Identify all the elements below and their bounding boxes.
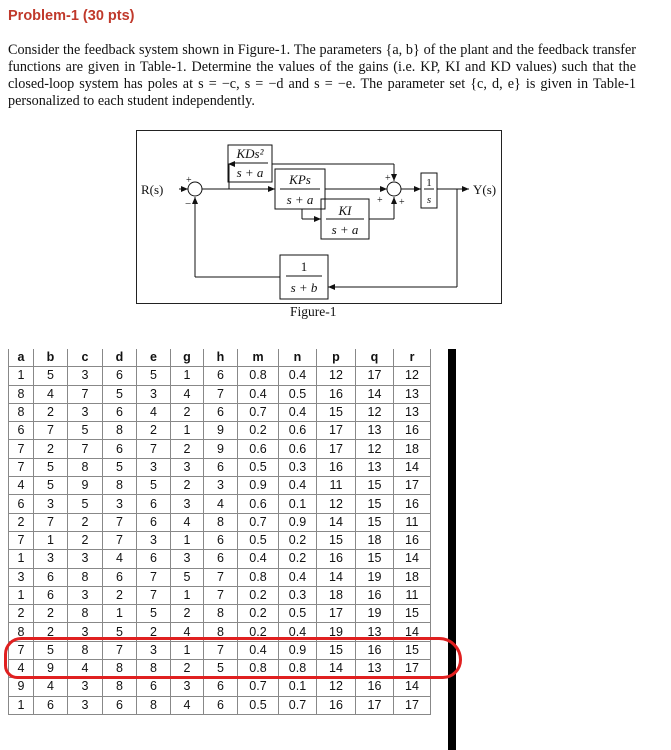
table-cell: 0.3 (279, 586, 317, 604)
table-cell: 8 (68, 641, 103, 659)
table-cell: 0.7 (238, 403, 279, 421)
table-cell: 7 (137, 586, 171, 604)
table-cell: 17 (356, 696, 394, 714)
table-cell: 16 (356, 678, 394, 696)
table-row (9, 586, 431, 604)
column-header-h: h (204, 349, 238, 367)
table-row (9, 605, 431, 623)
table-cell: 8 (137, 660, 171, 678)
table-cell: 4 (34, 678, 68, 696)
table-cell: 0.4 (238, 550, 279, 568)
table-cell: 8 (68, 568, 103, 586)
table-cell: 14 (394, 623, 431, 641)
row-highlight-circle (4, 637, 462, 679)
table-cell: 4 (171, 513, 204, 531)
table-cell: 9 (34, 660, 68, 678)
input-label: R(s) (141, 182, 164, 197)
table-cell: 9 (68, 477, 103, 495)
table-cell: 6 (204, 367, 238, 385)
table-cell: 0.6 (238, 440, 279, 458)
table-header-row (9, 349, 431, 367)
column-header-r: r (394, 349, 431, 367)
table-cell: 2 (171, 403, 204, 421)
table-cell: 0.9 (238, 477, 279, 495)
table-cell: 0.7 (238, 513, 279, 531)
table-cell: 15 (356, 477, 394, 495)
table-cell: 3 (204, 477, 238, 495)
table-cell: 3 (171, 495, 204, 513)
table-cell: 6 (137, 495, 171, 513)
table-cell: 2 (171, 440, 204, 458)
table-cell: 17 (394, 660, 431, 678)
table-cell: 2 (171, 605, 204, 623)
table-cell: 0.4 (279, 623, 317, 641)
table-row (9, 531, 431, 549)
table-cell: 0.8 (279, 660, 317, 678)
table-cell: 13 (356, 623, 394, 641)
table-cell: 0.3 (279, 458, 317, 476)
table-cell: 2 (9, 605, 34, 623)
table-cell: 7 (34, 422, 68, 440)
table-cell: 6 (204, 678, 238, 696)
table-cell: 2 (34, 440, 68, 458)
table-cell: 18 (356, 531, 394, 549)
table-cell: 3 (137, 641, 171, 659)
table-cell: 0.2 (238, 605, 279, 623)
table-cell: 4 (9, 477, 34, 495)
table-cell: 8 (204, 605, 238, 623)
table-cell: 8 (9, 623, 34, 641)
column-header-d: d (103, 349, 137, 367)
table-cell: 2 (68, 513, 103, 531)
table-cell: 0.4 (238, 641, 279, 659)
table-cell: 3 (68, 367, 103, 385)
table-cell: 6 (103, 568, 137, 586)
table-cell: 7 (103, 513, 137, 531)
table-cell: 2 (68, 531, 103, 549)
table-cell: 17 (394, 696, 431, 714)
table-cell: 7 (204, 641, 238, 659)
table-cell: 6 (9, 422, 34, 440)
table-cell: 1 (103, 605, 137, 623)
table-cell: 7 (204, 586, 238, 604)
table-cell: 14 (394, 550, 431, 568)
table-cell: 7 (68, 385, 103, 403)
table-cell: 19 (356, 605, 394, 623)
table-cell: 0.2 (238, 422, 279, 440)
table-cell: 3 (68, 678, 103, 696)
table-cell: 5 (103, 458, 137, 476)
table-cell: 3 (171, 550, 204, 568)
table-cell: 3 (68, 550, 103, 568)
table-cell: 14 (394, 678, 431, 696)
table-cell: 0.4 (279, 477, 317, 495)
table-cell: 0.9 (279, 513, 317, 531)
table-cell: 1 (9, 586, 34, 604)
table-cell: 1 (171, 586, 204, 604)
block-diagram-svg (137, 131, 501, 303)
table-cell: 4 (9, 660, 34, 678)
table-cell: 14 (394, 458, 431, 476)
column-header-n: n (279, 349, 317, 367)
table-cell: 6 (204, 550, 238, 568)
table-cell: 3 (137, 531, 171, 549)
table-cell: 0.1 (279, 495, 317, 513)
table-cell: 16 (317, 385, 356, 403)
table-cell: 6 (204, 696, 238, 714)
table-cell: 12 (356, 403, 394, 421)
table-cell: 15 (394, 605, 431, 623)
table-cell: 15 (356, 513, 394, 531)
table-cell: 3 (137, 385, 171, 403)
table-cell: 2 (171, 660, 204, 678)
table-row (9, 678, 431, 696)
table-cell: 6 (103, 696, 137, 714)
table-cell: 0.4 (279, 367, 317, 385)
table-cell: 15 (394, 641, 431, 659)
table-cell: 1 (171, 422, 204, 440)
table-cell: 0.8 (238, 367, 279, 385)
kd-denominator: s + a (236, 165, 264, 180)
table-cell: 6 (34, 696, 68, 714)
table-cell: 7 (34, 513, 68, 531)
table-cell: 16 (317, 458, 356, 476)
table-cell: 1 (171, 641, 204, 659)
table-cell: 9 (204, 440, 238, 458)
table-cell: 3 (171, 678, 204, 696)
table-cell: 5 (34, 458, 68, 476)
table-right-edge-bar (448, 349, 456, 750)
table-cell: 8 (103, 678, 137, 696)
table-cell: 0.8 (238, 660, 279, 678)
table-cell: 5 (137, 605, 171, 623)
table-cell: 0.2 (238, 623, 279, 641)
table-cell: 2 (34, 605, 68, 623)
table-cell: 7 (137, 440, 171, 458)
column-header-p: p (317, 349, 356, 367)
table-row (9, 477, 431, 495)
table-cell: 0.5 (238, 531, 279, 549)
table-row (9, 696, 431, 714)
table-cell: 2 (103, 586, 137, 604)
table-cell: 16 (394, 422, 431, 440)
table-cell: 17 (317, 440, 356, 458)
table-cell: 2 (9, 513, 34, 531)
block-diagram (136, 130, 502, 304)
table-cell: 7 (9, 531, 34, 549)
sum2-plus-top: + (385, 173, 391, 184)
table-cell: 8 (9, 403, 34, 421)
table-cell: 6 (34, 568, 68, 586)
table-cell: 8 (103, 660, 137, 678)
table-cell: 6 (137, 550, 171, 568)
table-cell: 6 (137, 513, 171, 531)
integrator-denominator: s (426, 194, 432, 206)
table-cell: 4 (171, 385, 204, 403)
table-cell: 3 (68, 403, 103, 421)
table-cell: 18 (317, 586, 356, 604)
table-cell: 1 (34, 531, 68, 549)
table-cell: 1 (9, 367, 34, 385)
table-cell: 0.7 (238, 678, 279, 696)
table-cell: 0.5 (279, 605, 317, 623)
table-cell: 17 (356, 367, 394, 385)
table-cell: 4 (171, 623, 204, 641)
table-cell: 14 (317, 660, 356, 678)
table-cell: 5 (103, 385, 137, 403)
column-header-g: g (171, 349, 204, 367)
table-cell: 5 (34, 477, 68, 495)
feedback-numerator: 1 (300, 259, 308, 274)
sum1-plus: + (186, 175, 192, 186)
table-cell: 5 (34, 367, 68, 385)
table-cell: 8 (103, 477, 137, 495)
table-cell: 4 (34, 385, 68, 403)
table-cell: 11 (317, 477, 356, 495)
table-cell: 16 (394, 495, 431, 513)
table-cell: 2 (34, 623, 68, 641)
table-cell: 14 (317, 568, 356, 586)
table-cell: 17 (317, 422, 356, 440)
table-cell: 18 (394, 568, 431, 586)
sum2-plus-left: + (377, 195, 383, 206)
table-cell: 5 (204, 660, 238, 678)
table-cell: 18 (394, 440, 431, 458)
sum1-minus: − (185, 198, 192, 210)
table-cell: 3 (68, 586, 103, 604)
table-cell: 16 (356, 641, 394, 659)
column-header-m: m (238, 349, 279, 367)
table-cell: 6 (204, 458, 238, 476)
table-cell: 1 (171, 531, 204, 549)
table-cell: 5 (68, 495, 103, 513)
table-cell: 1 (171, 367, 204, 385)
table-cell: 13 (356, 422, 394, 440)
table-cell: 0.6 (238, 495, 279, 513)
table-cell: 6 (103, 440, 137, 458)
table-cell: 2 (171, 477, 204, 495)
table-cell: 16 (317, 550, 356, 568)
table-cell: 8 (204, 623, 238, 641)
table-cell: 15 (317, 641, 356, 659)
table-cell: 17 (317, 605, 356, 623)
table-cell: 15 (356, 495, 394, 513)
table-row (9, 367, 431, 385)
table-cell: 11 (394, 513, 431, 531)
table-cell: 13 (394, 403, 431, 421)
table-cell: 12 (317, 495, 356, 513)
table-cell: 7 (9, 458, 34, 476)
table-cell: 3 (34, 495, 68, 513)
table-row (9, 422, 431, 440)
table-cell: 0.9 (279, 641, 317, 659)
table-cell: 9 (9, 678, 34, 696)
table-cell: 6 (34, 586, 68, 604)
ki-numerator: KI (338, 203, 352, 218)
table-cell: 5 (137, 477, 171, 495)
table-cell: 2 (137, 422, 171, 440)
column-header-c: c (68, 349, 103, 367)
table-cell: 14 (317, 513, 356, 531)
table-cell: 1 (9, 550, 34, 568)
table-cell: 3 (171, 458, 204, 476)
table-cell: 11 (394, 586, 431, 604)
table-cell: 12 (394, 367, 431, 385)
table-cell: 12 (317, 678, 356, 696)
table-cell: 0.2 (279, 550, 317, 568)
column-header-q: q (356, 349, 394, 367)
table-cell: 13 (356, 458, 394, 476)
table-cell: 0.2 (279, 531, 317, 549)
table-cell: 7 (137, 568, 171, 586)
table-cell: 0.7 (279, 696, 317, 714)
table-cell: 5 (34, 641, 68, 659)
column-header-a: a (9, 349, 34, 367)
table-cell: 0.6 (279, 422, 317, 440)
table-cell: 6 (103, 367, 137, 385)
table-cell: 0.5 (238, 458, 279, 476)
table-cell: 3 (103, 495, 137, 513)
table-cell: 8 (68, 605, 103, 623)
table-cell: 4 (204, 495, 238, 513)
table-cell: 16 (317, 696, 356, 714)
table-cell: 6 (204, 403, 238, 421)
table-cell: 12 (356, 440, 394, 458)
table-cell: 2 (34, 403, 68, 421)
table-cell: 19 (317, 623, 356, 641)
table-cell: 15 (356, 550, 394, 568)
table-cell: 15 (317, 403, 356, 421)
table-cell: 8 (9, 385, 34, 403)
integrator-numerator: 1 (426, 177, 432, 189)
table-row (9, 440, 431, 458)
table-cell: 6 (9, 495, 34, 513)
problem-title: Problem-1 (30 pts) (8, 8, 135, 24)
table-row (9, 403, 431, 421)
table-cell: 4 (68, 660, 103, 678)
table-cell: 6 (103, 403, 137, 421)
table-cell: 0.5 (279, 385, 317, 403)
table-cell: 5 (137, 367, 171, 385)
table-cell: 3 (68, 696, 103, 714)
table-cell: 7 (103, 531, 137, 549)
kp-denominator: s + a (286, 192, 314, 207)
table-cell: 16 (394, 531, 431, 549)
table-cell: 4 (103, 550, 137, 568)
table-cell: 4 (137, 403, 171, 421)
table-cell: 3 (137, 458, 171, 476)
table-cell: 2 (137, 623, 171, 641)
table-cell: 0.8 (238, 568, 279, 586)
table-cell: 13 (356, 660, 394, 678)
table-cell: 3 (68, 623, 103, 641)
table-cell: 16 (356, 586, 394, 604)
table-cell: 0.6 (279, 440, 317, 458)
table-cell: 15 (317, 531, 356, 549)
table-cell: 5 (103, 623, 137, 641)
column-header-e: e (137, 349, 171, 367)
table-cell: 7 (9, 641, 34, 659)
table-cell: 13 (394, 385, 431, 403)
table-row (9, 513, 431, 531)
table-cell: 4 (171, 696, 204, 714)
table-cell: 9 (204, 422, 238, 440)
table-cell: 7 (204, 385, 238, 403)
column-header-b: b (34, 349, 68, 367)
table-cell: 3 (34, 550, 68, 568)
sum2-plus-bottom: + (399, 197, 405, 208)
table-cell: 19 (356, 568, 394, 586)
table-cell: 6 (204, 531, 238, 549)
table-row (9, 495, 431, 513)
kp-numerator: KPs (289, 172, 311, 187)
table-cell: 17 (394, 477, 431, 495)
table-cell: 0.4 (238, 385, 279, 403)
table-cell: 8 (103, 422, 137, 440)
table-cell: 8 (137, 696, 171, 714)
table-cell: 6 (137, 678, 171, 696)
table-cell: 12 (317, 367, 356, 385)
table-cell: 5 (68, 422, 103, 440)
table-cell: 0.4 (279, 403, 317, 421)
table-cell: 0.2 (238, 586, 279, 604)
table-cell: 7 (103, 641, 137, 659)
table-cell: 7 (68, 440, 103, 458)
ki-denominator: s + a (331, 222, 359, 237)
figure-caption: Figure-1 (290, 304, 337, 319)
feedback-denominator: s + b (290, 280, 318, 295)
table-cell: 5 (171, 568, 204, 586)
table-cell: 1 (9, 696, 34, 714)
table-cell: 3 (9, 568, 34, 586)
table-row (9, 568, 431, 586)
kd-numerator: KDs² (236, 146, 264, 161)
table-cell: 7 (9, 440, 34, 458)
table-row (9, 550, 431, 568)
table-row (9, 385, 431, 403)
table-cell: 0.4 (279, 568, 317, 586)
table-cell: 0.5 (238, 696, 279, 714)
table-cell: 14 (356, 385, 394, 403)
table-cell: 8 (204, 513, 238, 531)
table-cell: 0.1 (279, 678, 317, 696)
table-cell: 7 (204, 568, 238, 586)
problem-statement: Consider the feedback system shown in Figure-1. The parameters {a, b} of the plant and the feedback transfer functions are given in Table-1. Determine the values of the gains (i.e. KP, KI and KD values) such that the closed-loop system has poles at s = −c, s = −d and s = −e. The parameter set {c, d, e} is given in Table-1 personalized to each student independently. (8, 42, 636, 109)
output-label: Y(s) (473, 182, 497, 197)
table-row (9, 458, 431, 476)
table-cell: 8 (68, 458, 103, 476)
